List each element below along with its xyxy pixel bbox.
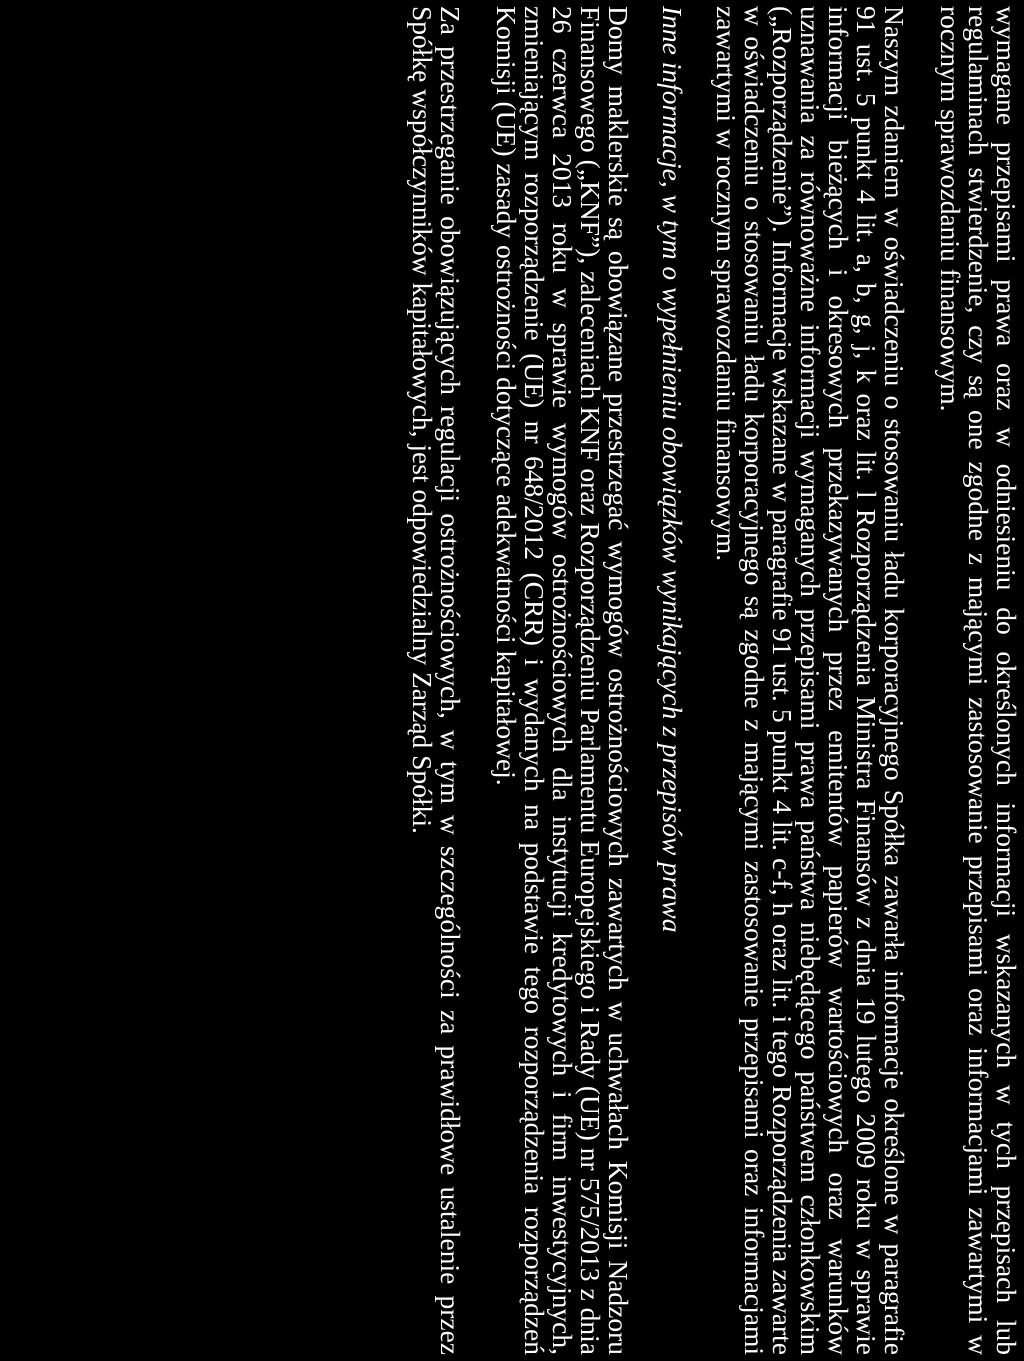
paragraph-spacer: [908, 6, 936, 1355]
paragraph-corporate-governance-opinion: Naszym zdaniem w oświadczeniu o stosowaniu ładu korporacyjnego Spółka zawarła informacje określone w paragrafie 91 ust. 5 punkt 4 lit. a, b, g, j, k oraz lit. l Rozporządzenia Ministra Finansów z dnia 19 lutego 2009 roku w sprawie informacji bieżących i okresowych przekazywanych przez emitentów papierów wartościowych oraz warunków uznawania za równoważne informacji wymaganych przepisami prawa państwa niebędącego państwem członkowskim („Rozporządzenie”). Informacje wskazane w paragrafie 91 ust. 5 punkt 4 lit. c-f, h oraz lit. i tego Rozporządzenia zawarte w oświadczeniu o stosowaniu ładu korporacyjnego są zgodne z mającymi zastosowanie przepisami oraz informacjami zawartymi w rocznym sprawozdaniu finansowym.: [711, 6, 910, 1355]
paragraph-prudential-requirements: Domy maklerskie są obowiązane przestrzegać wymogów ostrożnościowych zawartych w uchwałach Komisji Nadzoru Finansowego („KNF”), zaleceniach KNF oraz Rozporządzeniu Parlamentu Europejskiego i Rady (UE) nr 575/2013 z dnia 26 czerwca 2013 roku w sprawie wymogów ostrożnościowych dla instytucji kredytowych i firm inwestycyjnych, zmieniającym rozporządzenie (UE) nr 648/2012 (CRR) i wydanych na podstawie tego rozporządzenia rozporządzeń Komisji (UE) zasady ostrożności dotyczące adekwatności kapitałowej.: [491, 6, 634, 1355]
paragraph-statement-scope: wymagane przepisami prawa oraz w odniesieniu do określonych informacji wskazanych w tych przepisach lub regulaminach stwierdzenie, czy są one zgodne z mającymi zastosowanie przepisami oraz informacjami zawartymi w rocznym sprawozdaniu finansowym.: [935, 6, 1022, 1355]
section-heading-other-information: Inne informacje, w tym o wypełnieniu obowiązków wynikających z przepisów prawa: [657, 6, 688, 933]
paragraph-management-responsibility: Za przestrzeganie obowiązujących regulacji ostrożnościowych, w tym w szczególności za prawidłowe ustalenie przez Spółkę współczynników kapitałowych, jest odpowiedzialny Zarząd Spółki.: [407, 6, 466, 1355]
paragraph-spacer: [464, 6, 492, 1355]
